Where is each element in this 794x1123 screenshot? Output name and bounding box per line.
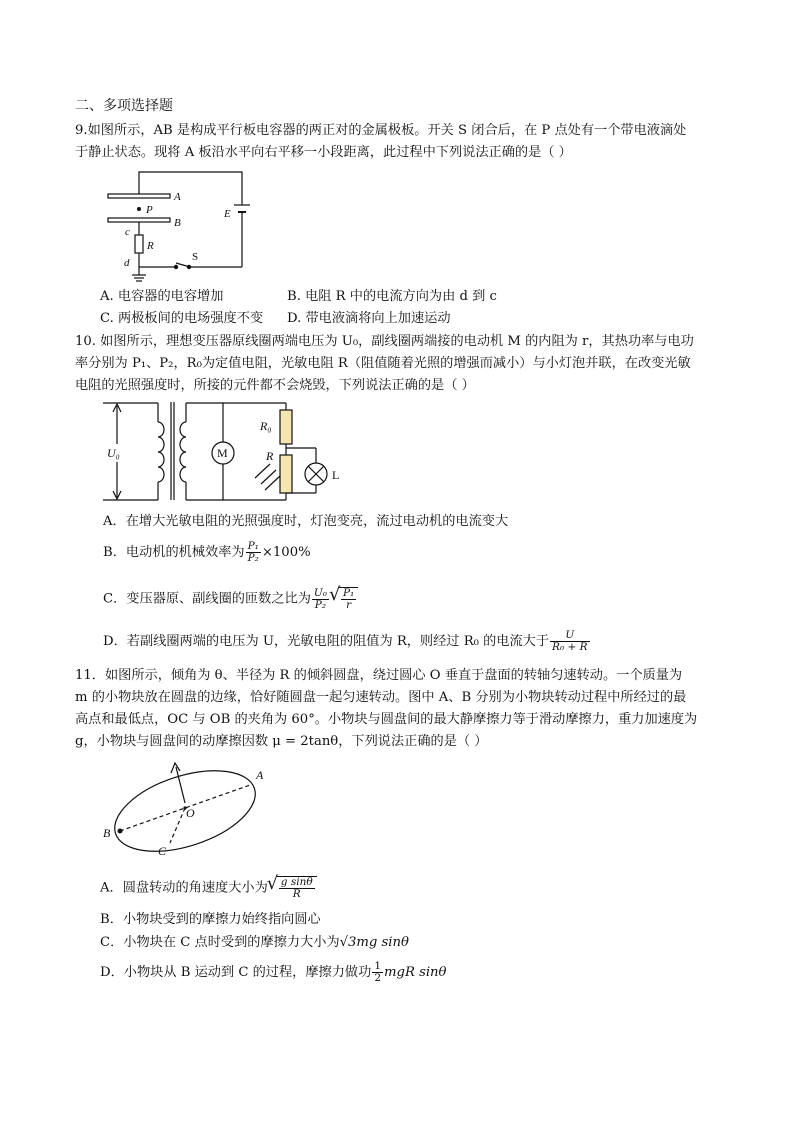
q11-label-o: O bbox=[186, 806, 195, 820]
q10-label-r0: R₀ bbox=[260, 419, 272, 433]
q11-label-b: B bbox=[103, 826, 111, 840]
q10-option-a: A．在增大光敏电阻的光照强度时，灯泡变亮，流过电动机的电流变大 bbox=[103, 514, 509, 529]
q10-option-b-fraction: $\frac{\text{P₁}}{\text{P₂}}$ bbox=[247, 540, 259, 564]
q11-option-a-sqrt: √ $\frac{\text{g sinθ}}{R}$ bbox=[277, 876, 317, 900]
q11-stem-line1: 11．如图所示，倾角为 θ、半径为 R 的倾斜圆盘，绕过圆心 O 垂直于盘面的转轴匀速转动。一个质量为 bbox=[75, 668, 683, 683]
q10-stem-line1: 10. 如图所示，理想变压器原线圈两端电压为 U₀，副线圈两端接的电动机 M 的内阻为 r，其热功率与电功 bbox=[75, 334, 694, 349]
q9-label-point-p: P bbox=[146, 204, 153, 216]
q10-option-b bbox=[103, 541, 311, 564]
q10-label-motor: M bbox=[217, 446, 228, 460]
q10-option-b-suffix: ×100% bbox=[261, 545, 311, 560]
q11-stem-line2: m 的小物块放在圆盘的边缘，恰好随圆盘一起匀速转动。图中 A、B 分别为小物块转动过程中所经过的最 bbox=[75, 690, 687, 705]
q9-option-a: A. 电容器的电容增加 bbox=[100, 289, 224, 304]
q10-option-c-sqrt: √ $\frac{\text{P₁}}{r}$ bbox=[339, 587, 358, 611]
q9-label-node-d: d bbox=[124, 257, 130, 269]
q11-option-c bbox=[100, 933, 409, 952]
q9-stem-line2: 于静止状态。现将 A 板沿水平向右平移一小段距离，此过程中下列说法正确的是（ ） bbox=[75, 145, 572, 160]
q10-stem-line3: 电阻的光照强度时，所接的元件都不会烧毁，下列说法正确的是（ ） bbox=[75, 378, 475, 393]
q10-option-d bbox=[103, 630, 591, 653]
q10-option-c bbox=[103, 587, 358, 611]
q10-label-lamp: L bbox=[332, 468, 340, 482]
q9-label-battery-e: E bbox=[224, 208, 231, 220]
q10-option-c-fraction: $\frac{\text{U₀}}{\text{P₂}}$ bbox=[313, 586, 327, 611]
q9-option-b: B. 电阻 R 中的电流方向为由 d 到 c bbox=[287, 289, 497, 304]
q10-transformer-diagram bbox=[103, 400, 353, 505]
q9-label-switch-s: S bbox=[192, 251, 199, 263]
q10-option-d-fraction: $\frac{U}{\text{R₀ + R}}$ bbox=[552, 629, 588, 653]
q11-stem-line3: 高点和最低点，OC 与 OB 的夹角为 60°。小物块与圆盘间的最大静摩擦力等于滑动摩擦力，重力加速度为 bbox=[75, 712, 698, 727]
q9-option-d: D. 带电液滴将向上加速运动 bbox=[287, 311, 451, 326]
q9-label-resistor-r: R bbox=[147, 240, 154, 252]
q10-option-b-text: B．电动机的机械效率为 bbox=[103, 545, 245, 560]
q11-option-c-expression: √3mg sinθ bbox=[339, 935, 409, 950]
q11-option-a-text: A．圆盘转动的角速度大小为 bbox=[100, 880, 268, 896]
q9-label-plate-b: B bbox=[174, 217, 181, 229]
q9-circuit-diagram bbox=[100, 165, 260, 275]
q10-stem-line2: 率分别为 P₁、P₂，R₀为定值电阻，光敏电阻 R（阻值随着光照的增强而减小）与小灯泡并联，在改变光敏 bbox=[75, 356, 691, 371]
q10-label-r: R bbox=[266, 449, 274, 463]
q9-stem-line1: 9.如图所示，AB 是构成平行板电容器的两正对的金属极板。开关 S 闭合后，在 P 点处有一个带电液滴处 bbox=[75, 123, 687, 138]
q11-label-c: C bbox=[158, 844, 167, 858]
q10-option-d-text: D．若副线圈两端的电压为 U，光敏电阻的阻值为 R，则经过 R₀ 的电流大于 bbox=[103, 634, 550, 649]
q11-option-d-fraction: $\frac{1}{2}$ bbox=[374, 960, 381, 984]
q11-stem-line4: g，小物块与圆盘间的动摩擦因数 μ = 2tanθ，下列说法正确的是（ ） bbox=[75, 734, 488, 749]
q11-option-a bbox=[100, 876, 317, 900]
q11-option-d-text: D．小物块从 B 运动到 C 的过程，摩擦力做功 bbox=[100, 965, 372, 980]
q11-option-b: B．小物块受到的摩擦力始终指向圆心 bbox=[100, 912, 321, 927]
q11-option-d bbox=[100, 961, 447, 984]
q10-label-u0: U₀ bbox=[107, 446, 120, 460]
q9-option-c: C. 两极板间的电场强度不变 bbox=[100, 311, 264, 326]
q9-label-node-c: c bbox=[125, 226, 130, 238]
q11-disc-diagram bbox=[100, 755, 270, 860]
q11-option-c-text: C．小物块在 C 点时受到的摩擦力大小为 bbox=[100, 935, 340, 950]
q11-option-d-expression: mgR sinθ bbox=[384, 965, 447, 980]
q9-label-plate-a: A bbox=[174, 191, 181, 203]
q11-label-a: A bbox=[256, 768, 264, 782]
q10-option-c-text: C．变压器原、副线圈的匝数之比为 bbox=[103, 591, 311, 607]
section-title: 二、多项选择题 bbox=[75, 98, 173, 114]
